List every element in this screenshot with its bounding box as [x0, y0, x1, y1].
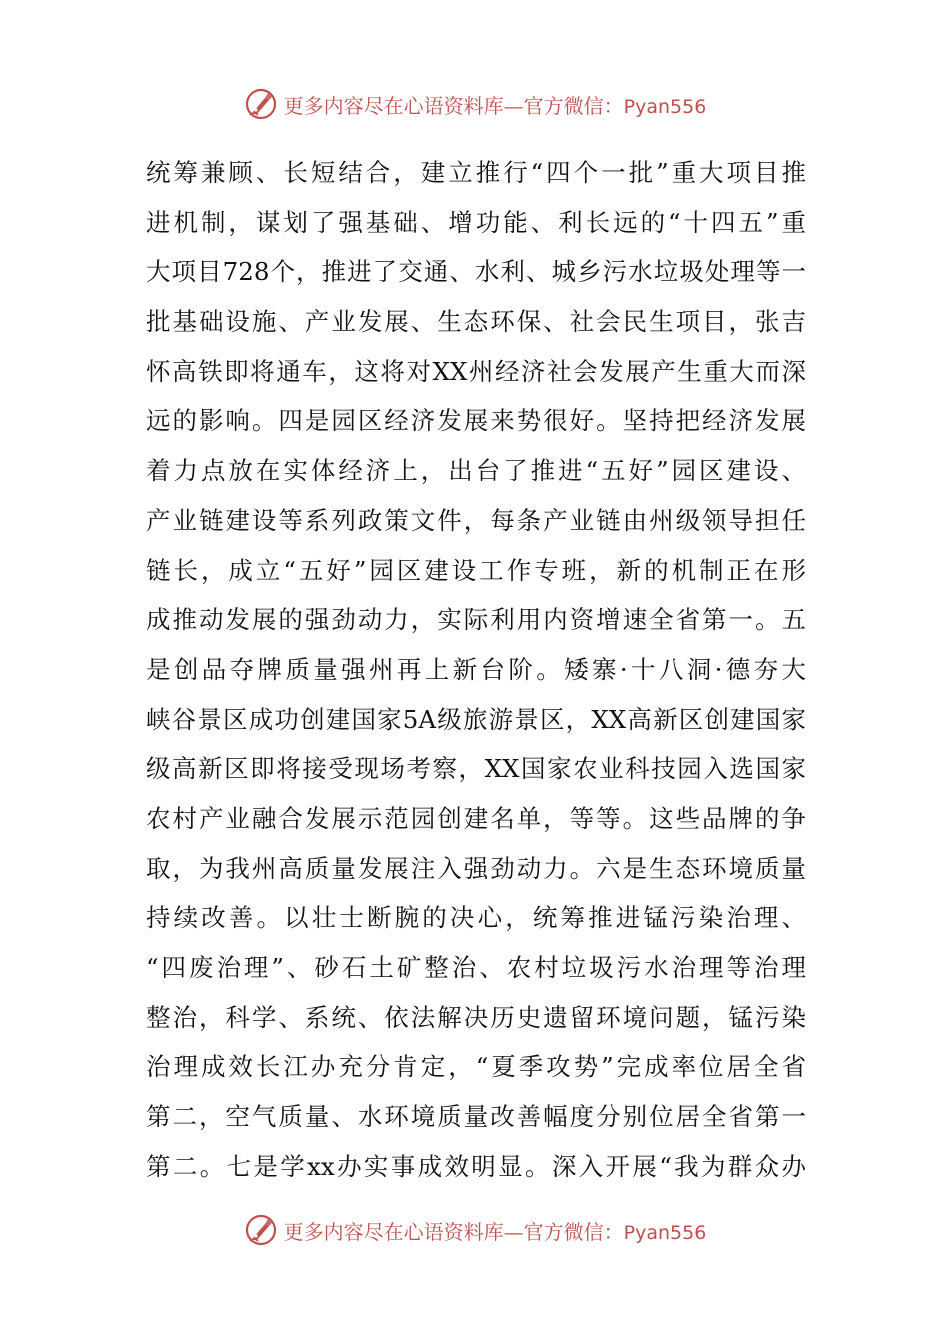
body-line-10: 成推动发展的强劲动力，实际利用内资增速全省第一。五	[146, 605, 806, 635]
body-line-4: 批基础设施、产业发展、生态环保、社会民生项目，张吉	[146, 307, 806, 337]
body-line-16: 持续改善。以壮士断腕的决心，统筹推进锰污染治理、	[146, 903, 806, 933]
body-line-21: 第二。七是学xx办实事成效明显。深入开展“我为群众办	[146, 1151, 806, 1181]
body-line-11: 是创品夺牌质量强州再上新台阶。矮寨·十八洞·德夯大	[146, 654, 806, 684]
body-line-12: 峡谷景区成功创建国家5A级旅游景区，XX高新区创建国家	[146, 704, 806, 734]
body-line-9: 链长，成立“五好”园区建设工作专班，新的机制正在形	[146, 555, 806, 585]
body-line-1: 统筹兼顾、长短结合，建立推行“四个一批”重大项目推	[146, 158, 806, 187]
header-banner-text	[284, 90, 707, 119]
body-line-8: 产业链建设等系列政策文件，每条产业链由州级领导担任	[146, 505, 806, 535]
footer-banner-handle: Pyan556	[623, 1221, 707, 1244]
pen-nib-logo-icon	[244, 1213, 278, 1247]
body-line-7: 着力点放在实体经济上，出台了推进“五好”园区建设、	[146, 456, 806, 486]
header-banner	[0, 84, 950, 124]
body-line-18: 整治，科学、系统、依法解决历史遗留环境问题，锰污染	[146, 1002, 806, 1032]
document-body	[146, 148, 806, 1191]
body-line-2: 进机制，谋划了强基础、增功能、利长远的“十四五”重	[146, 207, 806, 237]
body-line-20: 第二，空气质量、水环境质量改善幅度分别位居全省第一	[146, 1102, 806, 1132]
body-line-13: 级高新区即将接受现场考察，XX国家农业科技园入选国家	[146, 754, 806, 784]
body-line-3: 大项目728个，推进了交通、水利、城乡污水垃圾处理等一	[146, 257, 806, 287]
footer-banner-prefix: 更多内容尽在心语资料库—官方微信：	[283, 1219, 624, 1244]
body-line-17: “四废治理”、砂石土矿整治、农村垃圾污水治理等治理	[146, 953, 806, 982]
body-line-6: 远的影响。四是园区经济发展来势很好。坚持把经济发展	[146, 406, 806, 436]
header-banner-prefix: 更多内容尽在心语资料库—官方微信：	[283, 93, 624, 118]
body-line-19: 治理成效长江办充分肯定，“夏季攻势”完成率位居全省	[146, 1052, 806, 1082]
pen-nib-logo-icon	[244, 87, 278, 121]
footer-banner	[0, 1210, 950, 1250]
body-line-15: 取，为我州高质量发展注入强劲动力。六是生态环境质量	[146, 853, 806, 883]
footer-banner-text	[284, 1216, 707, 1245]
body-line-5: 怀高铁即将通车，这将对XX州经济社会发展产生重大而深	[146, 356, 806, 386]
header-banner-handle: Pyan556	[623, 95, 707, 118]
body-line-14: 农村产业融合发展示范园创建名单，等等。这些品牌的争	[146, 803, 806, 833]
